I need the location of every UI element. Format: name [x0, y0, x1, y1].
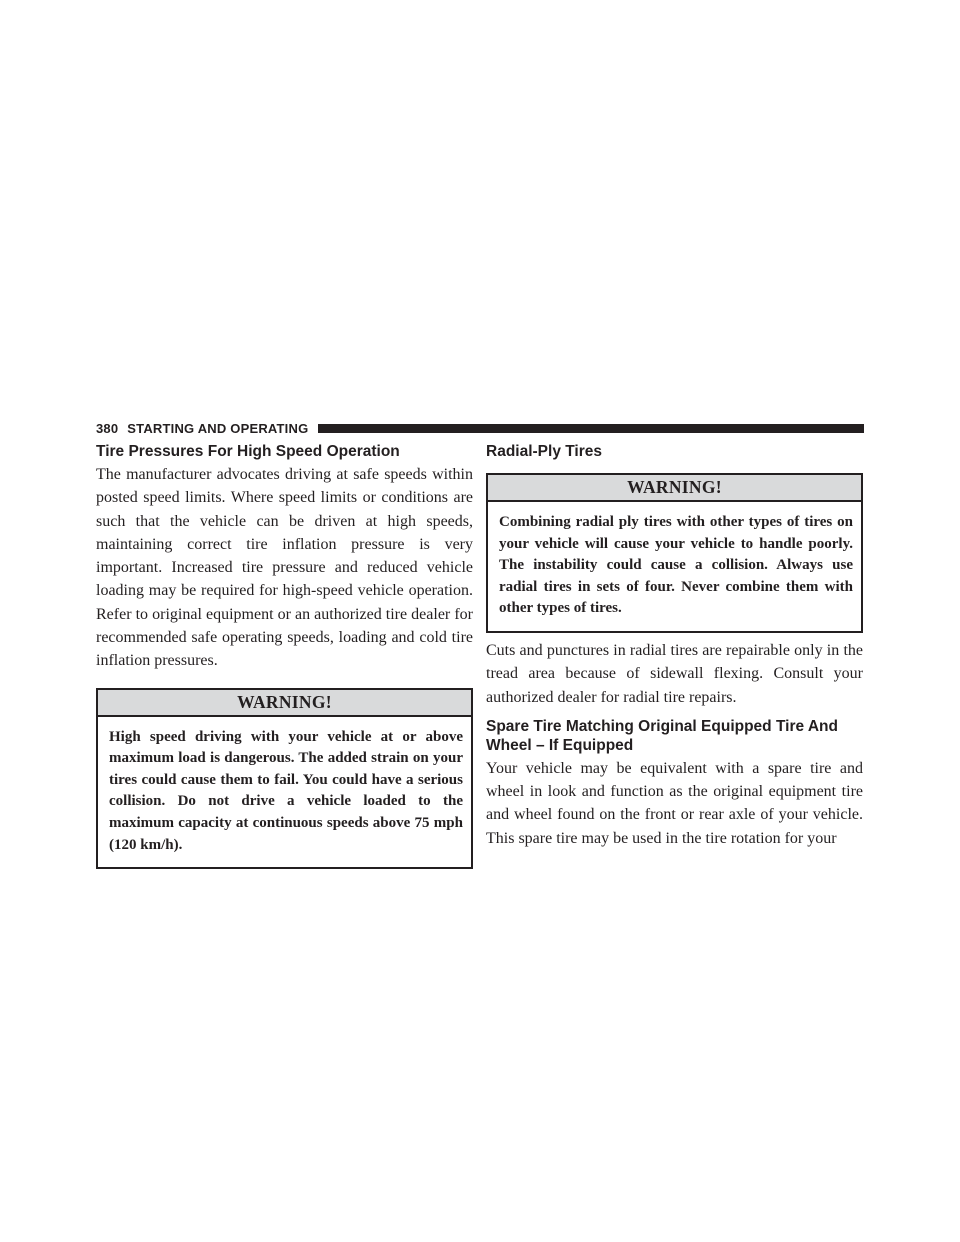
high-speed-paragraph: The manufacturer advocates driving at safe speeds within posted speed limits. Where speed limits or conditions are such that the vehicle can be driven at high speeds, maintaining correct tire inflation pressure is very important. Increased tire pressure and reduced vehicle loading may be required for high-speed vehicle operation. Refer to original equipment or an authorized tire dealer for recommended safe operating speeds, loading and cold tire inflation pressures.	[96, 466, 473, 670]
warning-title: WARNING!	[98, 690, 471, 717]
heading-radial-ply-tires: Radial-Ply Tires	[486, 443, 603, 460]
radial-repair-paragraph: Cuts and punctures in radial tires are repairable only in the tread area because of sidewall flexing. Consult your authorized dealer for radial tire repairs.	[486, 641, 863, 706]
right-column	[486, 441, 863, 850]
warning-title: WARNING!	[488, 475, 861, 502]
page-number: 380	[96, 420, 119, 436]
heading-high-speed-tire-pressures: Tire Pressures For High Speed Operation	[96, 443, 400, 460]
header-rule	[318, 424, 864, 433]
warning-box-high-speed	[96, 688, 473, 870]
page-header	[96, 418, 864, 438]
warning-text: High speed driving with your vehicle at or above maximum load is dangerous. The added strain on your tires could cause them to fail. You could have a serious collision. Do not drive a vehicle loaded to the maximum capacity at continuous speeds above 75 mph (120 km/h).	[109, 728, 463, 853]
warning-text: Combining radial ply tires with other types of tires on your vehicle will cause your vehicle to handle poorly. The instability could cause a collision. Always use radial tires in sets of four. Never combine them with other types of tires.	[499, 514, 853, 617]
section-title: STARTING AND OPERATING	[127, 420, 309, 436]
spare-tire-paragraph: Your vehicle may be equivalent with a spare tire and wheel in look and function as the original equipment tire and wheel found on the front or rear axle of your vehicle. This spare tire may be used in the tire rotation for your	[486, 759, 863, 847]
warning-box-radial	[486, 473, 863, 633]
left-column	[96, 441, 473, 869]
heading-spare-tire-matching: Spare Tire Matching Original Equipped Tire And Wheel – If Equipped	[486, 717, 838, 754]
